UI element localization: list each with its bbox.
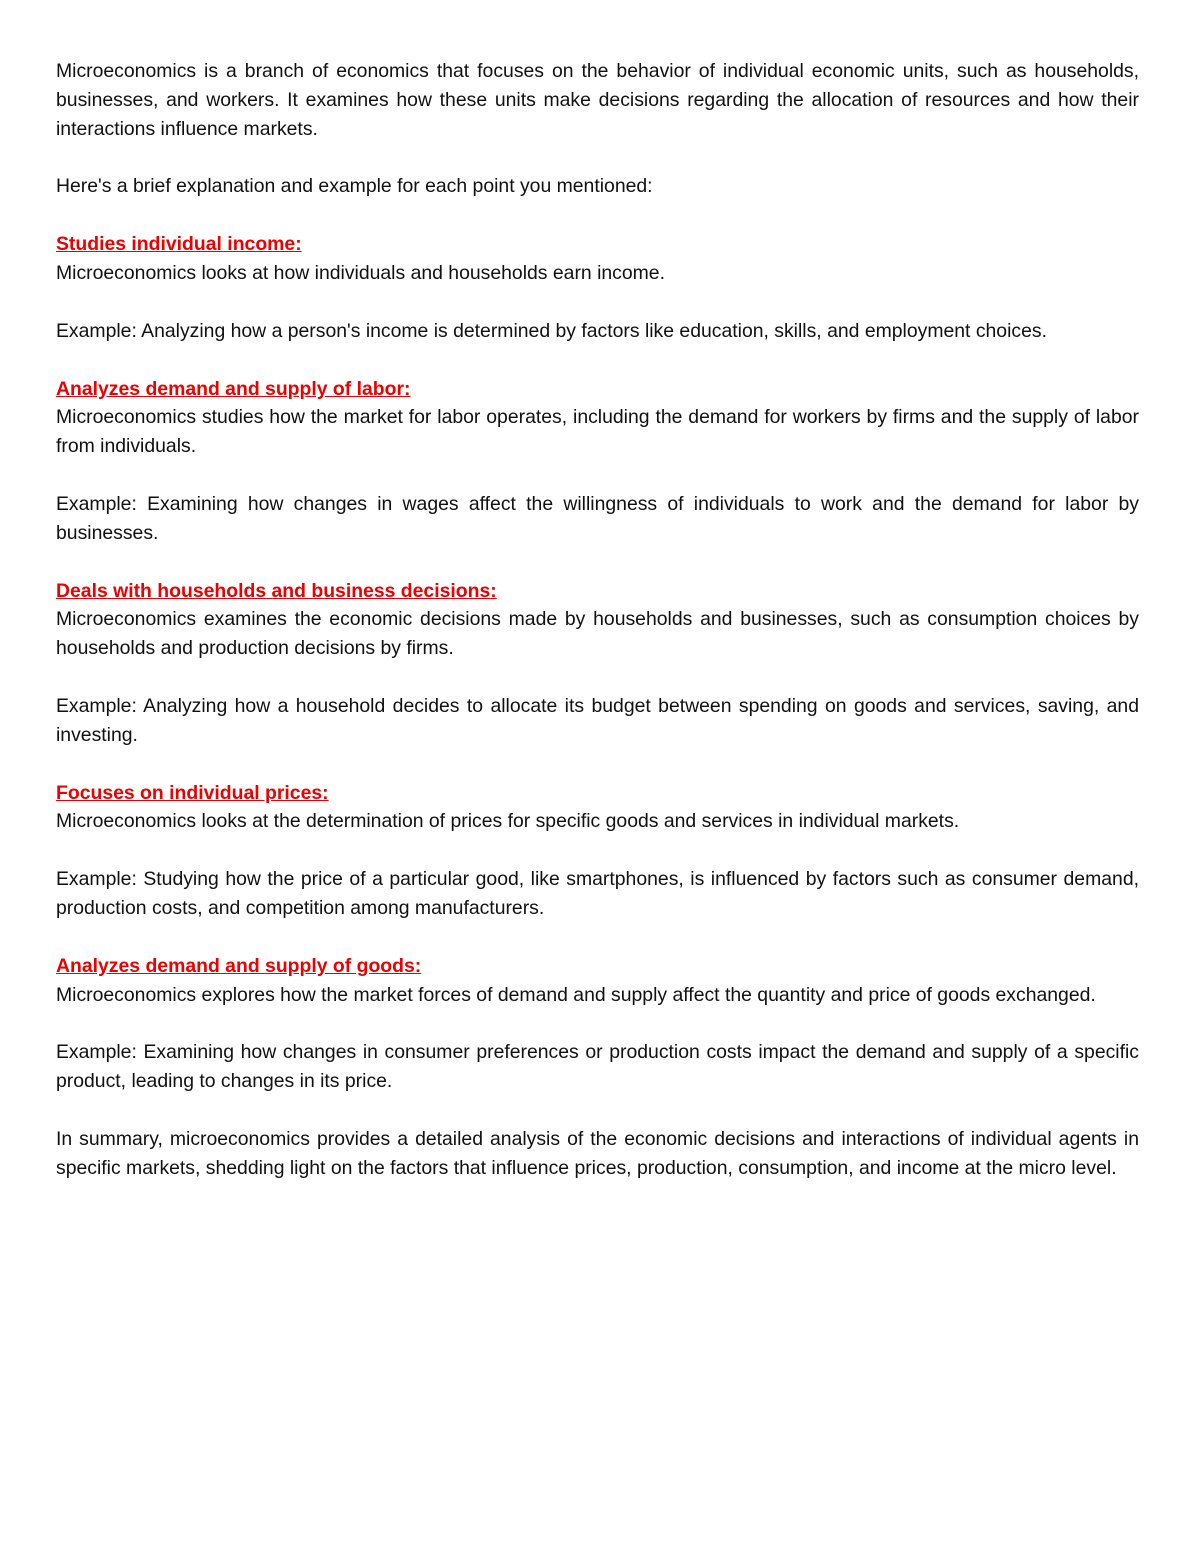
section-heading: Studies individual income:: [56, 233, 302, 256]
section-heading: Analyzes demand and supply of labor:: [56, 377, 411, 400]
section-body: Microeconomics studies how the market for labor operates, including the demand for workers by firms and the supply of labor from individuals.: [56, 406, 1139, 458]
lead-paragraph: Here's a brief explanation and example for each point you mentioned:: [56, 175, 653, 198]
section-heading: Analyzes demand and supply of goods:: [56, 954, 422, 977]
section-example: Example: Analyzing how a person's income is determined by factors like education, skills, and employment choices.: [56, 319, 1047, 342]
document-page: [56, 57, 1139, 1183]
section-labor-demand-supply: [56, 375, 1139, 548]
section-body: Microeconomics looks at how individuals and households earn income.: [56, 261, 665, 284]
section-goods-demand-supply: [56, 952, 1139, 1096]
section-individual-prices: [56, 779, 1139, 923]
intro-paragraph: Microeconomics is a branch of economics that focuses on the behavior of individual economic units, such as households, businesses, and workers. It examines how these units make decisions regarding the allocation of resources and how their interactions influence markets.: [56, 60, 1139, 140]
section-example: Example: Examining how changes in consumer preferences or production costs impact the demand and supply of a specific product, leading to changes in its price.: [56, 1041, 1139, 1093]
section-body: Microeconomics examines the economic decisions made by households and businesses, such as consumption choices by households and production decisions by firms.: [56, 608, 1139, 660]
section-example: Example: Analyzing how a household decides to allocate its budget between spending on goods and services, saving, and investing.: [56, 694, 1139, 746]
section-body: Microeconomics explores how the market forces of demand and supply affect the quantity and price of goods exchanged.: [56, 983, 1096, 1006]
section-household-business-decisions: [56, 577, 1139, 750]
section-example: Example: Studying how the price of a particular good, like smartphones, is influenced by factors such as consumer demand, production costs, and competition among manufacturers.: [56, 868, 1139, 919]
section-heading: Focuses on individual prices:: [56, 781, 329, 804]
section-example: Example: Examining how changes in wages affect the willingness of individuals to work and the demand for labor by businesses.: [56, 492, 1139, 544]
summary-paragraph: In summary, microeconomics provides a detailed analysis of the economic decisions and interactions of individual agents in specific markets, shedding light on the factors that influence prices, production, consumption, and income at the micro level.: [56, 1127, 1139, 1179]
section-body: Microeconomics looks at the determination of prices for specific goods and services in individual markets.: [56, 810, 960, 833]
section-individual-income: [56, 230, 1139, 345]
section-heading: Deals with households and business decisions:: [56, 579, 497, 602]
